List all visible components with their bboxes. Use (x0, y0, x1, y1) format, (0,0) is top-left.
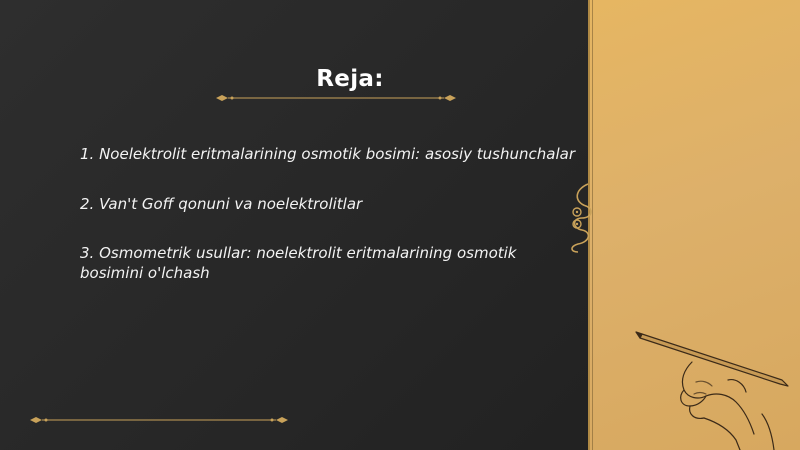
ornamental-line-icon (28, 414, 290, 426)
hand-with-pen-icon (632, 322, 800, 450)
agenda-item: 3. Osmometrik usullar: noelektrolit eritmalarining osmotik bosimini o'lchash (80, 244, 517, 282)
ornamental-line-icon (214, 92, 458, 104)
scroll-flourish-icon (564, 182, 594, 254)
agenda-item: 1. Noelektrolit eritmalarining osmotik bosimi: asosiy tushunchalar (80, 145, 575, 163)
agenda-item: 2. Van't Goff qonuni va noelektrolitlar (80, 195, 363, 213)
slide-title: Reja: (316, 66, 384, 92)
